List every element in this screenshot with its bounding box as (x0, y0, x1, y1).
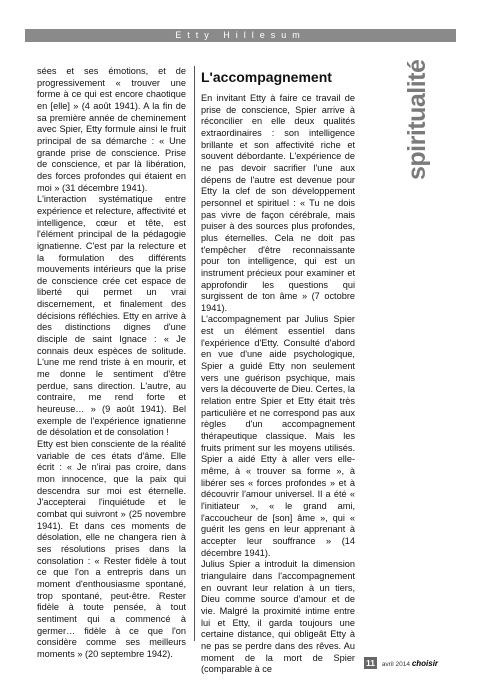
issue-date: avril 2014 (381, 661, 410, 668)
page-number: 11 (366, 658, 375, 668)
column-divider (194, 66, 195, 641)
right-column (201, 68, 355, 676)
left-paragraph: L'interaction systématique entre expérience et relecture, affectivité et intelligence, cœur et tête, est l'élément principal de la pédagogie ignatienne. C'est par la relecture et la formulation des différents mouvements intérieurs que la prise de conscience crée cet espace de liberté qui permet un vrai discernement, et finalement des décisions réfléchies. Etty en arrive à des distinctions dignes d'une disciple de saint Ignace : « Je connais deux espèces de solitude. L'une me rend triste à en mourir, et me donne le sentiment d'être perdue, sans direction. L'autre, au contraire, me rend forte et heureuse… » (9 août 1941). Bel exemple de l'expérience ignatienne de désolation et de consolation ! (37, 194, 186, 438)
left-paragraph: Etty est bien consciente de la réalité variable de ces états d'âme. Elle écrit : « Je n'irai pas croire, dans mon innocence, que la paix qui descendra sur moi est éternelle. J'accepterai l'inquiétude et le combat qui suivront » (25 novembre 1941). Et dans ces moments de désolation, elle ne changera rien à ses résolutions prises dans la consolation : « Rester fidèle à tout ce que l'on a entrepris dans un moment d'enthousiasme spontané, trop spontané, peut-être. Rester fidèle à toute pensée, à tout sentiment qui a commencé à germer… fidèle à ce que l'on considère comme ses meilleurs moments » (20 septembre 1942). (37, 439, 186, 659)
right-paragraph: L'accompagnement par Julius Spier est un élément essentiel dans l'expérience d'Etty. Consulté d'abord en vue d'une aide psychologique, Spier a guidé Etty non seulement vers une guérison psychique, mais vers la découverte de Dieu. Certes, la relation entre Spier et Etty était très particulière et ne correspond pas aux règles d'un accompagnement thérapeutique classique. Mais les fruits priment sur les moyens utilisés. Spier a aidé Etty à aller vers elle-même, à « trouver sa forme », à libérer ses « forces profondes » et à découvrir l'amour universel. Il a été « l'initiateur », « le grand ami, l'accoucheur de [son] âme », qui « guérit les gens en leur apprenant à accepter leur souffrance » (14 décembre 1941). (201, 314, 355, 558)
header-band (25, 29, 456, 42)
magazine-brand: choisir (411, 659, 439, 668)
section-side-label-text: spiritualité (403, 59, 431, 180)
running-header-title: Etty Hillesum (175, 30, 306, 40)
right-paragraph: Julius Spier a introduit la dimension triangulaire dans l'accompagnement en ouvrant leur relation à un tiers, Dieu comme source d'amour et de vie. Malgré la proximité intime entre lui et Etty, il garda toujours une certaine distance, qui obligeât Etty à ne pas se perdre dans des rêves. Au moment de la mort de Spier (comparable à ce (201, 559, 355, 675)
right-paragraph: En invitant Etty à faire ce travail de prise de conscience, Spier arrive à réconcilier en elle deux qualités extraordinaires : son intelligence brillante et son affectivité riche et souvent débordante. L'expérience de ne pas devoir sacrifier l'une aux dépens de l'autre est devenue pour Etty la clef de son développement personnel et spirituel : « Tu ne dois pas vivre de façon cérébrale, mais puiser à des sources plus profondes, plus éternelles. Cela ne doit pas t'empêcher d'être reconnaissante pour ton intelligence, qui est un instrument précieux pour examiner et approfondir les questions qui surgissent de ton âme » (7 octobre 1941). (201, 93, 355, 313)
section-side-label (395, 59, 475, 182)
page-footer (364, 657, 438, 669)
section-heading: L'accompagnement (201, 69, 332, 85)
left-paragraph: sées et ses émotions, et de progressivement « trouver une forme à ce qui est encore chaotique en [elle] » (4 août 1941). A la fin de sa première année de cheminement avec Spier, Etty formule ainsi le fruit principal de sa démarche : « Une grande prise de conscience. Prise de conscience, et par là libération, des forces profondes qui étaient en moi » (31 décembre 1941). (37, 66, 186, 193)
left-column (37, 66, 186, 660)
